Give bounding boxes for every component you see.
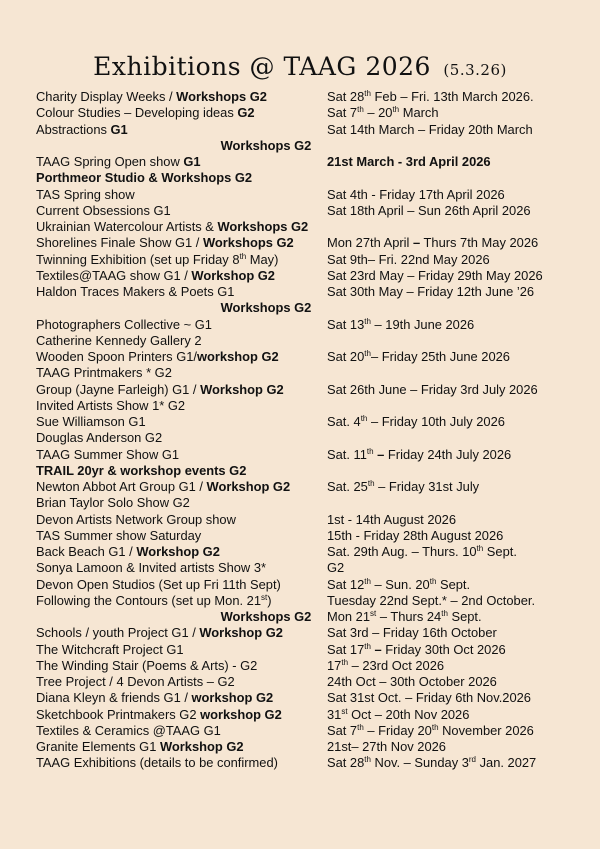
exhibition-row (36, 642, 576, 658)
exhibition-dates: Mon 21st – Thurs 24th Sept. (327, 609, 482, 624)
exhibition-name: Textiles & Ceramics @TAAG G1 (36, 722, 221, 738)
exhibition-dates: 1st - 14th August 2026 (327, 511, 457, 527)
exhibition-name: Sketchbook Printmakers G2 workshop G2 (36, 706, 282, 722)
exhibition-dates: Sat. 25th – Friday 31st July (327, 479, 480, 494)
exhibition-name: Catherine Kennedy Gallery 2 (36, 332, 202, 348)
exhibition-name: Invited Artists Show 1* G2 (36, 397, 186, 413)
exhibition-name: TAAG Summer Show G1 (36, 446, 180, 462)
exhibition-dates: 31st Oct – 20th Nov 2026 (327, 706, 470, 722)
exhibition-row (36, 577, 576, 593)
exhibition-row (36, 707, 576, 723)
exhibition-name: Wooden Spoon Printers G1/workshop G2 (36, 349, 279, 364)
exhibition-dates: 24th Oct – 30th October 2026 (327, 674, 497, 689)
exhibition-name: The Witchcraft Project G1 (36, 641, 184, 657)
exhibition-name: Devon Open Studios (Set up Fri 11th Sept) (36, 576, 281, 592)
exhibition-dates: Sat 31st Oct. – Friday 6th Nov.2026 (327, 690, 531, 706)
exhibition-name: Back Beach G1 / Workshop G2 (36, 544, 220, 559)
exhibition-name: Newton Abbot Art Group G1 / Workshop G2 (36, 479, 291, 494)
exhibition-row (36, 674, 576, 690)
exhibition-name: TAAG Spring Open show G1 (36, 154, 201, 169)
exhibition-name: The Winding Stair (Poems & Arts) - G2 (36, 657, 258, 673)
section-heading: Workshops G2 (220, 300, 312, 316)
exhibition-dates: Sat 28th Feb – Fri. 13th March 2026. (327, 89, 534, 104)
exhibition-dates: Sat 13th – 19th June 2026 (327, 316, 475, 332)
exhibition-row (36, 463, 576, 479)
exhibition-row (36, 122, 576, 138)
exhibition-dates: Sat. 4th – Friday 10th July 2026 (327, 414, 505, 429)
exhibition-name: Douglas Anderson G2 (36, 430, 163, 446)
exhibition-row (36, 154, 576, 170)
exhibition-row (36, 625, 576, 641)
section-heading: Workshops G2 (220, 137, 312, 153)
exhibition-name: Brian Taylor Solo Show G2 (36, 495, 190, 511)
exhibition-dates: Tuesday 22nd Sept.* – 2nd October. (327, 592, 536, 608)
exhibition-name: Granite Elements G1 Workshop G2 (36, 739, 244, 754)
exhibition-row (36, 739, 576, 755)
exhibition-name: Porthmeor Studio & Workshops G2 (36, 170, 253, 186)
exhibition-dates: 17th – 23rd Oct 2026 (327, 657, 445, 673)
exhibition-row (36, 479, 576, 495)
exhibition-row (36, 187, 576, 203)
exhibition-name: Sue Williamson G1 (36, 414, 146, 429)
exhibition-row (36, 284, 576, 300)
exhibition-dates: Sat 7th – Friday 20th November 2026 (327, 722, 534, 738)
exhibition-row (36, 398, 576, 414)
title-main: Exhibitions @ TAAG 2026 (93, 52, 431, 81)
exhibition-dates: Sat 17th – Friday 30th Oct 2026 (327, 641, 506, 657)
exhibition-dates: Mon 27th April – Thurs 7th May 2026 (327, 235, 539, 251)
exhibition-dates: G2 (327, 560, 345, 576)
exhibition-dates: Sat 20th– Friday 25th June 2026 (327, 349, 510, 364)
exhibition-name: TAS Spring show (36, 186, 135, 202)
exhibition-name: TRAIL 20yr & workshop events G2 (36, 462, 247, 478)
exhibition-name: Following the Contours (set up Mon. 21st) (36, 592, 272, 608)
exhibition-dates: 21st– 27th Nov 2026 (327, 739, 446, 754)
exhibition-row (36, 755, 576, 771)
exhibition-name: Abstractions G1 (36, 121, 128, 137)
exhibition-name: Textiles@TAAG show G1 / Workshop G2 (36, 267, 275, 283)
exhibition-row (36, 268, 576, 284)
exhibition-row (36, 495, 576, 511)
exhibition-dates: Sat 12th – Sun. 20th Sept. (327, 576, 471, 592)
exhibition-row (36, 203, 576, 219)
exhibition-dates: 21st March - 3rd April 2026 (327, 154, 491, 169)
exhibition-dates: Sat 28th Nov. – Sunday 3rd Jan. 2027 (327, 755, 537, 771)
exhibition-row (36, 235, 576, 251)
exhibition-dates: Sat 7th – 20th March (327, 105, 439, 121)
page-title (0, 52, 600, 81)
exhibition-row (36, 414, 576, 430)
exhibition-name: Shorelines Finale Show G1 / Workshops G2 (36, 235, 294, 251)
exhibition-row (36, 365, 576, 381)
exhibition-row (36, 690, 576, 706)
exhibition-name: TAAG Printmakers * G2 (36, 365, 172, 381)
exhibition-row (36, 170, 576, 186)
exhibition-row (36, 544, 576, 560)
exhibition-dates: Sat. 29th Aug. – Thurs. 10th Sept. (327, 544, 517, 559)
exhibition-row (36, 105, 576, 121)
exhibition-name: Charity Display Weeks / Workshops G2 (36, 89, 267, 104)
exhibition-name: Sonya Lamoon & Invited artists Show 3* (36, 560, 267, 576)
title-date: (5.3.26) (443, 61, 507, 79)
exhibition-name: Twinning Exhibition (set up Friday 8th May) (36, 251, 279, 267)
exhibition-dates: Sat 14th March – Friday 20th March (327, 121, 533, 137)
exhibition-row (36, 138, 576, 154)
exhibition-row (36, 658, 576, 674)
exhibition-row (36, 528, 576, 544)
exhibition-dates: Sat 3rd – Friday 16th October (327, 625, 497, 641)
exhibition-list (36, 89, 576, 772)
exhibition-dates: Sat 9th– Fri. 22nd May 2026 (327, 251, 490, 267)
exhibition-row (36, 349, 576, 365)
exhibition-name: Current Obsessions G1 (36, 202, 171, 218)
exhibition-row (36, 447, 576, 463)
exhibition-dates: Sat 23rd May – Friday 29th May 2026 (327, 267, 543, 283)
exhibition-row (36, 300, 576, 316)
exhibition-dates: Sat. 11th – Friday 24th July 2026 (327, 446, 512, 462)
exhibition-name: TAS Summer show Saturday (36, 527, 202, 543)
exhibition-name: Colour Studies – Developing ideas G2 (36, 105, 255, 121)
exhibition-name: Devon Artists Network Group show (36, 511, 236, 527)
exhibition-name: Tree Project / 4 Devon Artists – G2 (36, 674, 235, 689)
exhibition-name: Photographers Collective ~ G1 (36, 316, 212, 332)
exhibition-dates: Sat 26th June – Friday 3rd July 2026 (327, 381, 538, 397)
exhibition-name: Haldon Traces Makers & Poets G1 (36, 284, 235, 299)
exhibition-row (36, 512, 576, 528)
exhibition-row (36, 723, 576, 739)
section-heading: Workshops G2 (220, 609, 312, 624)
exhibition-row (36, 252, 576, 268)
exhibition-row (36, 609, 576, 625)
exhibition-name: Ukrainian Watercolour Artists & Workshops G2 (36, 219, 309, 234)
exhibition-dates: 15th - Friday 28th August 2026 (327, 527, 504, 543)
exhibition-dates: Sat 30th May – Friday 12th June ’26 (327, 284, 535, 299)
exhibition-row (36, 317, 576, 333)
exhibition-name: TAAG Exhibitions (details to be confirmed) (36, 755, 278, 771)
exhibition-name: Schools / youth Project G1 / Workshop G2 (36, 625, 283, 641)
exhibition-name: Diana Kleyn & friends G1 / workshop G2 (36, 690, 274, 706)
exhibition-name: Group (Jayne Farleigh) G1 / Workshop G2 (36, 381, 284, 397)
exhibition-row (36, 560, 576, 576)
exhibition-dates: Sat 18th April – Sun 26th April 2026 (327, 202, 531, 218)
exhibition-row (36, 430, 576, 446)
exhibition-dates: Sat 4th - Friday 17th April 2026 (327, 186, 505, 202)
exhibition-row (36, 219, 576, 235)
exhibition-row (36, 382, 576, 398)
exhibition-row (36, 89, 576, 105)
exhibition-row (36, 333, 576, 349)
exhibition-row (36, 593, 576, 609)
